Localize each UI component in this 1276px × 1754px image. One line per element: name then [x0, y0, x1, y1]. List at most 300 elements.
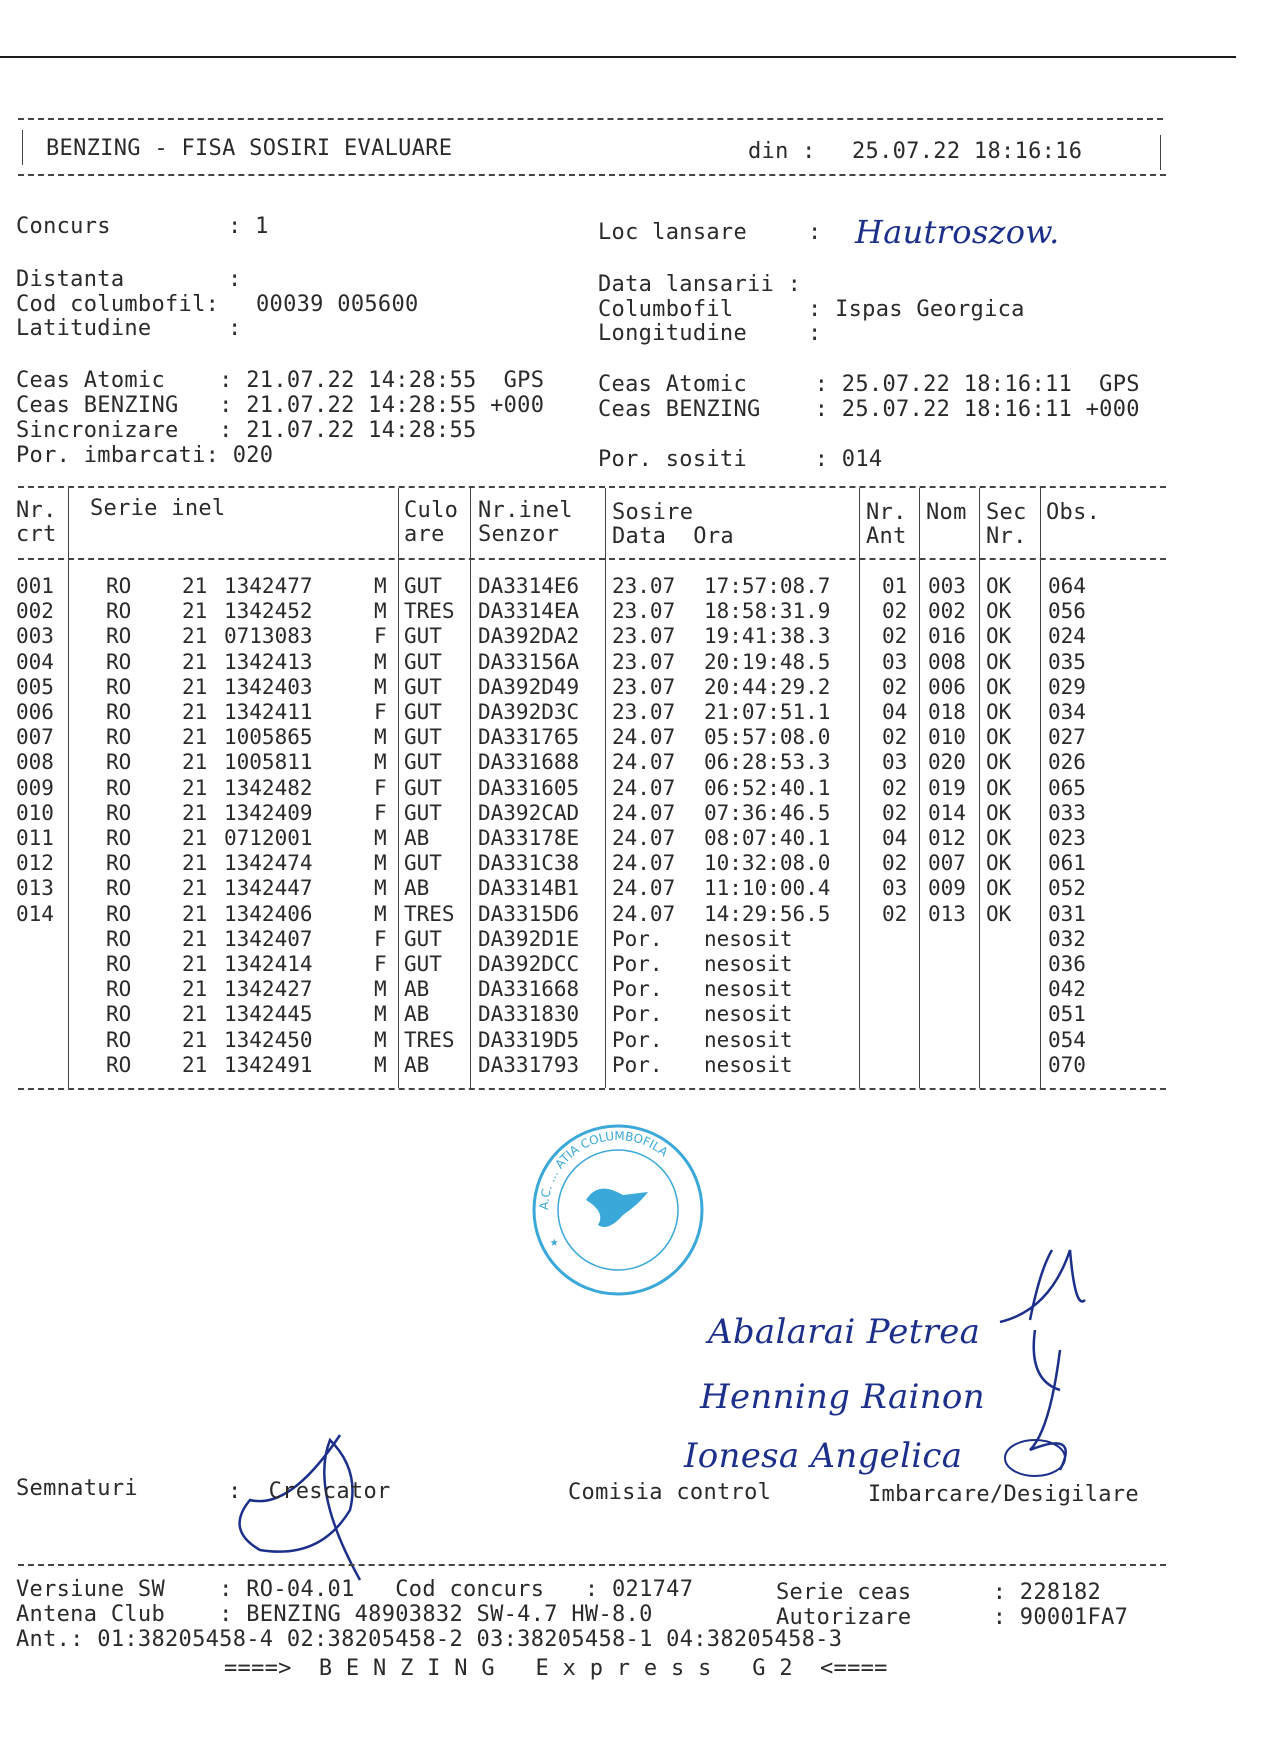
cell-senzor: DA33156A — [478, 649, 580, 674]
cell-inel: 1342413 — [224, 649, 313, 674]
cell-cul: TRES — [404, 1027, 455, 1052]
crescator-signature — [230, 1430, 400, 1590]
cell-tara: RO — [106, 1052, 132, 1077]
right-ceas-benzing: Ceas BENZING : 25.07.22 18:16:11 +000 — [598, 397, 1140, 422]
table-row — [0, 750, 1276, 775]
table-row — [0, 1002, 1276, 1027]
cell-tara: RO — [106, 775, 132, 800]
cell-ora: 14:29:56.5 — [704, 901, 831, 926]
table-row — [0, 952, 1276, 977]
cell-obs: 051 — [1048, 1002, 1086, 1027]
cell-tara: RO — [106, 851, 132, 876]
cell-senzor: DA331C38 — [478, 851, 580, 876]
cell-obs: 031 — [1048, 901, 1086, 926]
cell-nom: 002 — [928, 599, 966, 624]
table-row — [0, 700, 1276, 725]
cell-tara: RO — [106, 700, 132, 724]
cell-nr: 014 — [16, 901, 54, 926]
cell-an: 21 — [182, 674, 208, 699]
cell-nom: 013 — [928, 901, 966, 926]
cell-sex: M — [374, 1052, 387, 1077]
table-row — [0, 776, 1276, 801]
table-row — [0, 876, 1276, 901]
cell-senzor: DA3314EA — [478, 599, 580, 624]
cell-tara: RO — [106, 1027, 132, 1052]
cell-sex: M — [374, 599, 387, 624]
club-stamp — [528, 1120, 708, 1300]
cell-nr: 002 — [16, 599, 54, 624]
cell-obs: 023 — [1048, 826, 1086, 850]
table-row — [0, 902, 1276, 927]
cell-nr: 011 — [16, 826, 54, 850]
cell-inel: 1342403 — [224, 674, 313, 699]
cell-tara: RO — [106, 674, 132, 699]
cell-sec: OK — [986, 800, 1012, 825]
cell-sex: M — [374, 851, 387, 876]
cell-data: 23.07 — [612, 674, 676, 699]
latitudine-sep: : — [228, 316, 242, 341]
th-culoare-2: are — [404, 522, 445, 547]
longitudine-label: Longitudine — [598, 321, 747, 346]
table-row — [0, 599, 1276, 624]
cell-senzor: DA3315D6 — [478, 901, 580, 926]
cell-an: 21 — [182, 649, 208, 674]
cell-ora: nesosit — [704, 1052, 793, 1077]
distanta-sep: : — [228, 267, 242, 292]
cell-nom: 008 — [928, 649, 966, 674]
cell-ant: 02 — [882, 901, 908, 926]
cell-nr: 012 — [16, 851, 54, 876]
concurs-value: : 1 — [228, 214, 269, 239]
cell-data: Por. — [612, 1002, 663, 1027]
cell-nom: 012 — [928, 826, 966, 850]
cell-inel: 1342427 — [224, 977, 313, 1002]
cell-nr: 008 — [16, 750, 54, 775]
crescator-label: : Crescator — [228, 1479, 391, 1504]
cell-cul: GUT — [404, 674, 442, 699]
cell-sec: OK — [986, 599, 1012, 624]
cell-data: Por. — [612, 952, 663, 976]
cell-senzor: DA331668 — [478, 977, 580, 1002]
cell-nr: 010 — [16, 800, 54, 825]
cell-ant: 02 — [882, 725, 908, 750]
cell-nr: 003 — [16, 624, 54, 649]
cell-nom: 019 — [928, 775, 966, 800]
cell-data: Por. — [612, 977, 663, 1002]
cell-tara: RO — [106, 800, 132, 825]
cell-sec: OK — [986, 649, 1012, 674]
cell-ora: 17:57:08.7 — [704, 574, 831, 598]
right-ceas-atomic: Ceas Atomic : 25.07.22 18:16:11 GPS — [598, 372, 1140, 397]
cell-sex: F — [374, 926, 387, 951]
cell-obs: 035 — [1048, 649, 1086, 674]
cell-an: 21 — [182, 725, 208, 750]
th-inel-2: Senzor — [478, 522, 560, 547]
cell-tara: RO — [106, 876, 132, 901]
cell-senzor: DA331793 — [478, 1052, 580, 1077]
table-row — [0, 650, 1276, 675]
cell-tara: RO — [106, 649, 132, 674]
cell-senzor: DA392DCC — [478, 952, 580, 976]
header-bottom-rule — [18, 174, 1166, 176]
th-nr-1: Nr. — [16, 498, 57, 523]
cell-nom: 016 — [928, 624, 966, 649]
cell-tara: RO — [106, 977, 132, 1002]
page-top-rule — [0, 56, 1236, 58]
cell-data: 23.07 — [612, 599, 676, 624]
cell-sec: OK — [986, 775, 1012, 800]
cell-cul: TRES — [404, 901, 455, 926]
cell-sex: M — [374, 649, 387, 674]
cell-tara: RO — [106, 624, 132, 649]
cell-senzor: DA331688 — [478, 750, 580, 775]
cell-cul: AB — [404, 1052, 430, 1077]
cell-ora: 21:07:51.1 — [704, 700, 831, 724]
footer-line1-left: Versiune SW : RO-04.01 Cod concurs : 021747 — [16, 1577, 694, 1602]
cell-obs: 056 — [1048, 599, 1086, 624]
cell-an: 21 — [182, 599, 208, 624]
table-row — [0, 977, 1276, 1002]
table-row — [0, 927, 1276, 952]
table-row — [0, 1028, 1276, 1053]
loc-lansare-handwritten: Hautroszow. — [855, 213, 1060, 251]
cell-obs: 064 — [1048, 574, 1086, 598]
cell-cul: GUT — [404, 700, 442, 724]
cell-inel: 1005865 — [224, 725, 313, 750]
cell-inel: 1342482 — [224, 775, 313, 800]
cell-sex: M — [374, 1002, 387, 1027]
cell-senzor: DA392DA2 — [478, 624, 580, 649]
cell-cul: GUT — [404, 926, 442, 951]
cell-data: 24.07 — [612, 901, 676, 926]
cell-nom: 020 — [928, 750, 966, 775]
cell-an: 21 — [182, 926, 208, 951]
cell-ora: 20:44:29.2 — [704, 674, 831, 699]
cell-nr: 001 — [16, 574, 54, 598]
cell-data: 24.07 — [612, 851, 676, 876]
cell-nr: 013 — [16, 876, 54, 901]
cell-an: 21 — [182, 851, 208, 876]
cell-inel: 1005811 — [224, 750, 313, 775]
cell-obs: 070 — [1048, 1052, 1086, 1077]
cell-cul: TRES — [404, 599, 455, 624]
handwritten-name-1: Abalarai Petrea — [708, 1312, 981, 1352]
cell-obs: 054 — [1048, 1027, 1086, 1052]
cell-an: 21 — [182, 952, 208, 976]
cell-inel: 1342477 — [224, 574, 313, 598]
cell-sex: M — [374, 977, 387, 1002]
cell-nom: 018 — [928, 700, 966, 724]
cell-an: 21 — [182, 624, 208, 649]
cell-data: 23.07 — [612, 624, 676, 649]
cell-an: 21 — [182, 700, 208, 724]
date-label: din : — [748, 139, 816, 164]
por-imbarcati: Por. imbarcati: 020 — [16, 443, 274, 468]
cell-tara: RO — [106, 725, 132, 750]
cell-sex: M — [374, 750, 387, 775]
columbofil-label: Columbofil — [598, 297, 734, 322]
svg-text:★: ★ — [550, 1234, 559, 1250]
handwritten-name-3: Ionesa Angelica — [684, 1436, 963, 1476]
cell-cul: GUT — [404, 624, 442, 649]
signature-scribbles — [990, 1230, 1100, 1490]
cell-nr: 004 — [16, 649, 54, 674]
footer-antenna-line: Ant.: 01:38205458-4 02:38205458-2 03:38205458-1 04:38205458-3 — [16, 1627, 843, 1652]
cell-ant: 02 — [882, 851, 908, 876]
cell-ant: 03 — [882, 876, 908, 901]
footer-line1-right: Serie ceas : 228182 — [776, 1580, 1102, 1605]
cell-data: Por. — [612, 1052, 663, 1077]
cell-ora: nesosit — [704, 952, 793, 976]
cell-sex: F — [374, 624, 387, 649]
cell-senzor: DA392CAD — [478, 800, 580, 825]
table-row — [0, 574, 1276, 599]
cell-senzor: DA331765 — [478, 725, 580, 750]
cell-an: 21 — [182, 826, 208, 850]
cell-nom: 014 — [928, 800, 966, 825]
cell-sec: OK — [986, 674, 1012, 699]
cell-inel: 0713083 — [224, 624, 313, 649]
cell-ant: 03 — [882, 750, 908, 775]
imbarcare-label: Imbarcare/Desigilare — [868, 1482, 1139, 1507]
cell-tara: RO — [106, 574, 132, 598]
cell-data: 24.07 — [612, 750, 676, 775]
cell-data: 24.07 — [612, 826, 676, 850]
cell-sex: M — [374, 876, 387, 901]
cell-an: 21 — [182, 1052, 208, 1077]
semnaturi-label: Semnaturi — [16, 1476, 138, 1501]
cell-sec: OK — [986, 725, 1012, 750]
header-top-rule — [18, 118, 1163, 120]
cell-ora: 20:19:48.5 — [704, 649, 831, 674]
cell-ant: 04 — [882, 700, 908, 724]
cell-nr: 005 — [16, 674, 54, 699]
cell-obs: 065 — [1048, 775, 1086, 800]
cell-ant: 02 — [882, 775, 908, 800]
th-sec-2: Nr. — [986, 524, 1027, 549]
cell-an: 21 — [182, 800, 208, 825]
cell-obs: 032 — [1048, 926, 1086, 951]
cell-sec: OK — [986, 574, 1012, 598]
cell-sex: M — [374, 901, 387, 926]
cell-sec: OK — [986, 826, 1012, 850]
th-inel-1: Nr.inel — [478, 498, 573, 523]
cell-ant: 03 — [882, 649, 908, 674]
th-ant-1: Nr. — [866, 500, 907, 525]
cell-inel: 1342447 — [224, 876, 313, 901]
th-ant-2: Ant — [866, 524, 907, 549]
cell-cul: GUT — [404, 851, 442, 876]
cell-cul: GUT — [404, 649, 442, 674]
footer-rule — [18, 1564, 1166, 1566]
cell-senzor: DA392D3C — [478, 700, 580, 724]
cell-obs: 026 — [1048, 750, 1086, 775]
cell-ora: 18:58:31.9 — [704, 599, 831, 624]
cell-inel: 1342407 — [224, 926, 313, 951]
cell-cul: AB — [404, 826, 430, 850]
cell-data: 23.07 — [612, 574, 676, 598]
cell-ora: 06:28:53.3 — [704, 750, 831, 775]
cell-obs: 061 — [1048, 851, 1086, 876]
cell-sex: M — [374, 826, 387, 850]
footer-line2-left: Antena Club : BENZING 48903832 SW-4.7 HW-8.0 — [16, 1602, 653, 1627]
cell-inel: 1342491 — [224, 1052, 313, 1077]
th-culoare-1: Culo — [404, 498, 459, 523]
comisia-label: Comisia control — [568, 1480, 772, 1505]
columbofil-value: : Ispas Georgica — [808, 297, 1025, 322]
table-bottom-rule — [18, 1088, 1166, 1090]
cell-cul: GUT — [404, 725, 442, 750]
cell-sex: M — [374, 574, 387, 598]
table-row — [0, 851, 1276, 876]
cell-tara: RO — [106, 750, 132, 775]
table-row — [0, 624, 1276, 649]
cell-sex: M — [374, 725, 387, 750]
cell-obs: 024 — [1048, 624, 1086, 649]
header-right-edge — [1160, 135, 1161, 170]
cell-sex: M — [374, 674, 387, 699]
th-sosire-2: Data Ora — [612, 524, 734, 549]
cell-cul: GUT — [404, 800, 442, 825]
cell-ant: 02 — [882, 599, 908, 624]
cell-ora: nesosit — [704, 977, 793, 1002]
cell-nom: 009 — [928, 876, 966, 901]
cell-obs: 052 — [1048, 876, 1086, 901]
cell-ant: 04 — [882, 826, 908, 850]
cell-an: 21 — [182, 901, 208, 926]
concurs-label: Concurs — [16, 214, 111, 239]
cell-senzor: DA3314B1 — [478, 876, 580, 901]
cell-senzor: DA3319D5 — [478, 1027, 580, 1052]
stamp-text: A.C. ... ATIA COLUMBOFILA — [536, 1128, 671, 1211]
table-row — [0, 725, 1276, 750]
cell-tara: RO — [106, 1002, 132, 1027]
cell-tara: RO — [106, 826, 132, 850]
cell-ant: 02 — [882, 624, 908, 649]
cell-an: 21 — [182, 876, 208, 901]
cell-ant: 02 — [882, 674, 908, 699]
cell-ora: nesosit — [704, 1002, 793, 1027]
table-header-rule — [18, 558, 1166, 560]
table-row — [0, 826, 1276, 851]
th-nom: Nom — [926, 500, 967, 525]
cell-tara: RO — [106, 901, 132, 926]
cell-sex: F — [374, 952, 387, 976]
cell-ora: 11:10:00.4 — [704, 876, 831, 901]
cell-inel: 1342411 — [224, 700, 313, 724]
cell-ora: 06:52:40.1 — [704, 775, 831, 800]
longitudine-sep: : — [808, 321, 822, 346]
cell-obs: 042 — [1048, 977, 1086, 1002]
cell-sec: OK — [986, 624, 1012, 649]
report-title: BENZING - FISA SOSIRI EVALUARE — [46, 136, 453, 161]
cell-data: Por. — [612, 926, 663, 951]
date-value: 25.07.22 18:16:16 — [852, 139, 1083, 164]
sincronizare: Sincronizare : 21.07.22 14:28:55 — [16, 418, 477, 443]
cell-cul: AB — [404, 977, 430, 1002]
cell-senzor: DA33178E — [478, 826, 580, 850]
cell-obs: 033 — [1048, 800, 1086, 825]
cell-nom: 003 — [928, 574, 966, 598]
cell-inel: 0712001 — [224, 826, 313, 850]
footer-brand-line: ====> B E N Z I N G E x p r e s s G 2 <==== — [224, 1656, 888, 1681]
cod-columbofil-label: Cod columbofil: — [16, 292, 220, 317]
cell-sex: M — [374, 1027, 387, 1052]
cell-an: 21 — [182, 977, 208, 1002]
cell-data: 23.07 — [612, 649, 676, 674]
cell-ora: 19:41:38.3 — [704, 624, 831, 649]
cell-ora: 08:07:40.1 — [704, 826, 831, 850]
latitudine-label: Latitudine — [16, 316, 152, 341]
th-sec-1: Sec — [986, 500, 1027, 525]
cell-sec: OK — [986, 851, 1012, 876]
th-serie-inel: Serie inel — [90, 496, 226, 521]
loc-lansare-label: Loc lansare — [598, 220, 747, 245]
cell-data: 24.07 — [612, 876, 676, 901]
cell-an: 21 — [182, 750, 208, 775]
por-sositi: Por. sositi : 014 — [598, 447, 883, 472]
cell-an: 21 — [182, 775, 208, 800]
cell-data: 24.07 — [612, 775, 676, 800]
table-row — [0, 1053, 1276, 1078]
cell-sex: F — [374, 800, 387, 825]
cell-inel: 1342452 — [224, 599, 313, 624]
cell-obs: 034 — [1048, 700, 1086, 724]
cell-tara: RO — [106, 952, 132, 976]
handwritten-name-2: Henning Rainon — [700, 1377, 985, 1417]
cell-data: 23.07 — [612, 700, 676, 724]
cell-inel: 1342406 — [224, 901, 313, 926]
th-obs: Obs. — [1046, 500, 1101, 525]
cell-tara: RO — [106, 599, 132, 624]
cell-an: 21 — [182, 1027, 208, 1052]
cell-senzor: DA331605 — [478, 775, 580, 800]
cell-nom: 010 — [928, 725, 966, 750]
cell-nom: 007 — [928, 851, 966, 876]
footer-line2-right: Autorizare : 90001FA7 — [776, 1605, 1129, 1630]
cell-obs: 029 — [1048, 674, 1086, 699]
cell-inel: 1342450 — [224, 1027, 313, 1052]
table-row — [0, 675, 1276, 700]
cell-sec: OK — [986, 750, 1012, 775]
cod-columbofil-value: 00039 005600 — [256, 292, 419, 317]
cell-cul: AB — [404, 1002, 430, 1027]
cell-cul: GUT — [404, 750, 442, 775]
loc-lansare-sep: : — [808, 220, 822, 245]
cell-sec: OK — [986, 700, 1012, 724]
cell-sec: OK — [986, 876, 1012, 901]
cell-inel: 1342474 — [224, 851, 313, 876]
cell-tara: RO — [106, 926, 132, 951]
cell-ora: 07:36:46.5 — [704, 800, 831, 825]
table-top-rule — [18, 486, 1166, 488]
cell-ora: 05:57:08.0 — [704, 725, 831, 750]
cell-nr: 007 — [16, 725, 54, 750]
left-ceas-benzing: Ceas BENZING : 21.07.22 14:28:55 +000 — [16, 393, 545, 418]
th-sosire-1: Sosire — [612, 500, 694, 525]
cell-an: 21 — [182, 1002, 208, 1027]
cell-cul: AB — [404, 876, 430, 901]
cell-inel: 1342445 — [224, 1002, 313, 1027]
cell-obs: 027 — [1048, 725, 1086, 750]
cell-senzor: DA392D49 — [478, 674, 580, 699]
cell-ant: 01 — [882, 574, 908, 598]
table-row — [0, 801, 1276, 826]
cell-ant: 02 — [882, 800, 908, 825]
cell-nr: 009 — [16, 775, 54, 800]
cell-cul: GUT — [404, 775, 442, 800]
cell-sec: OK — [986, 901, 1012, 926]
